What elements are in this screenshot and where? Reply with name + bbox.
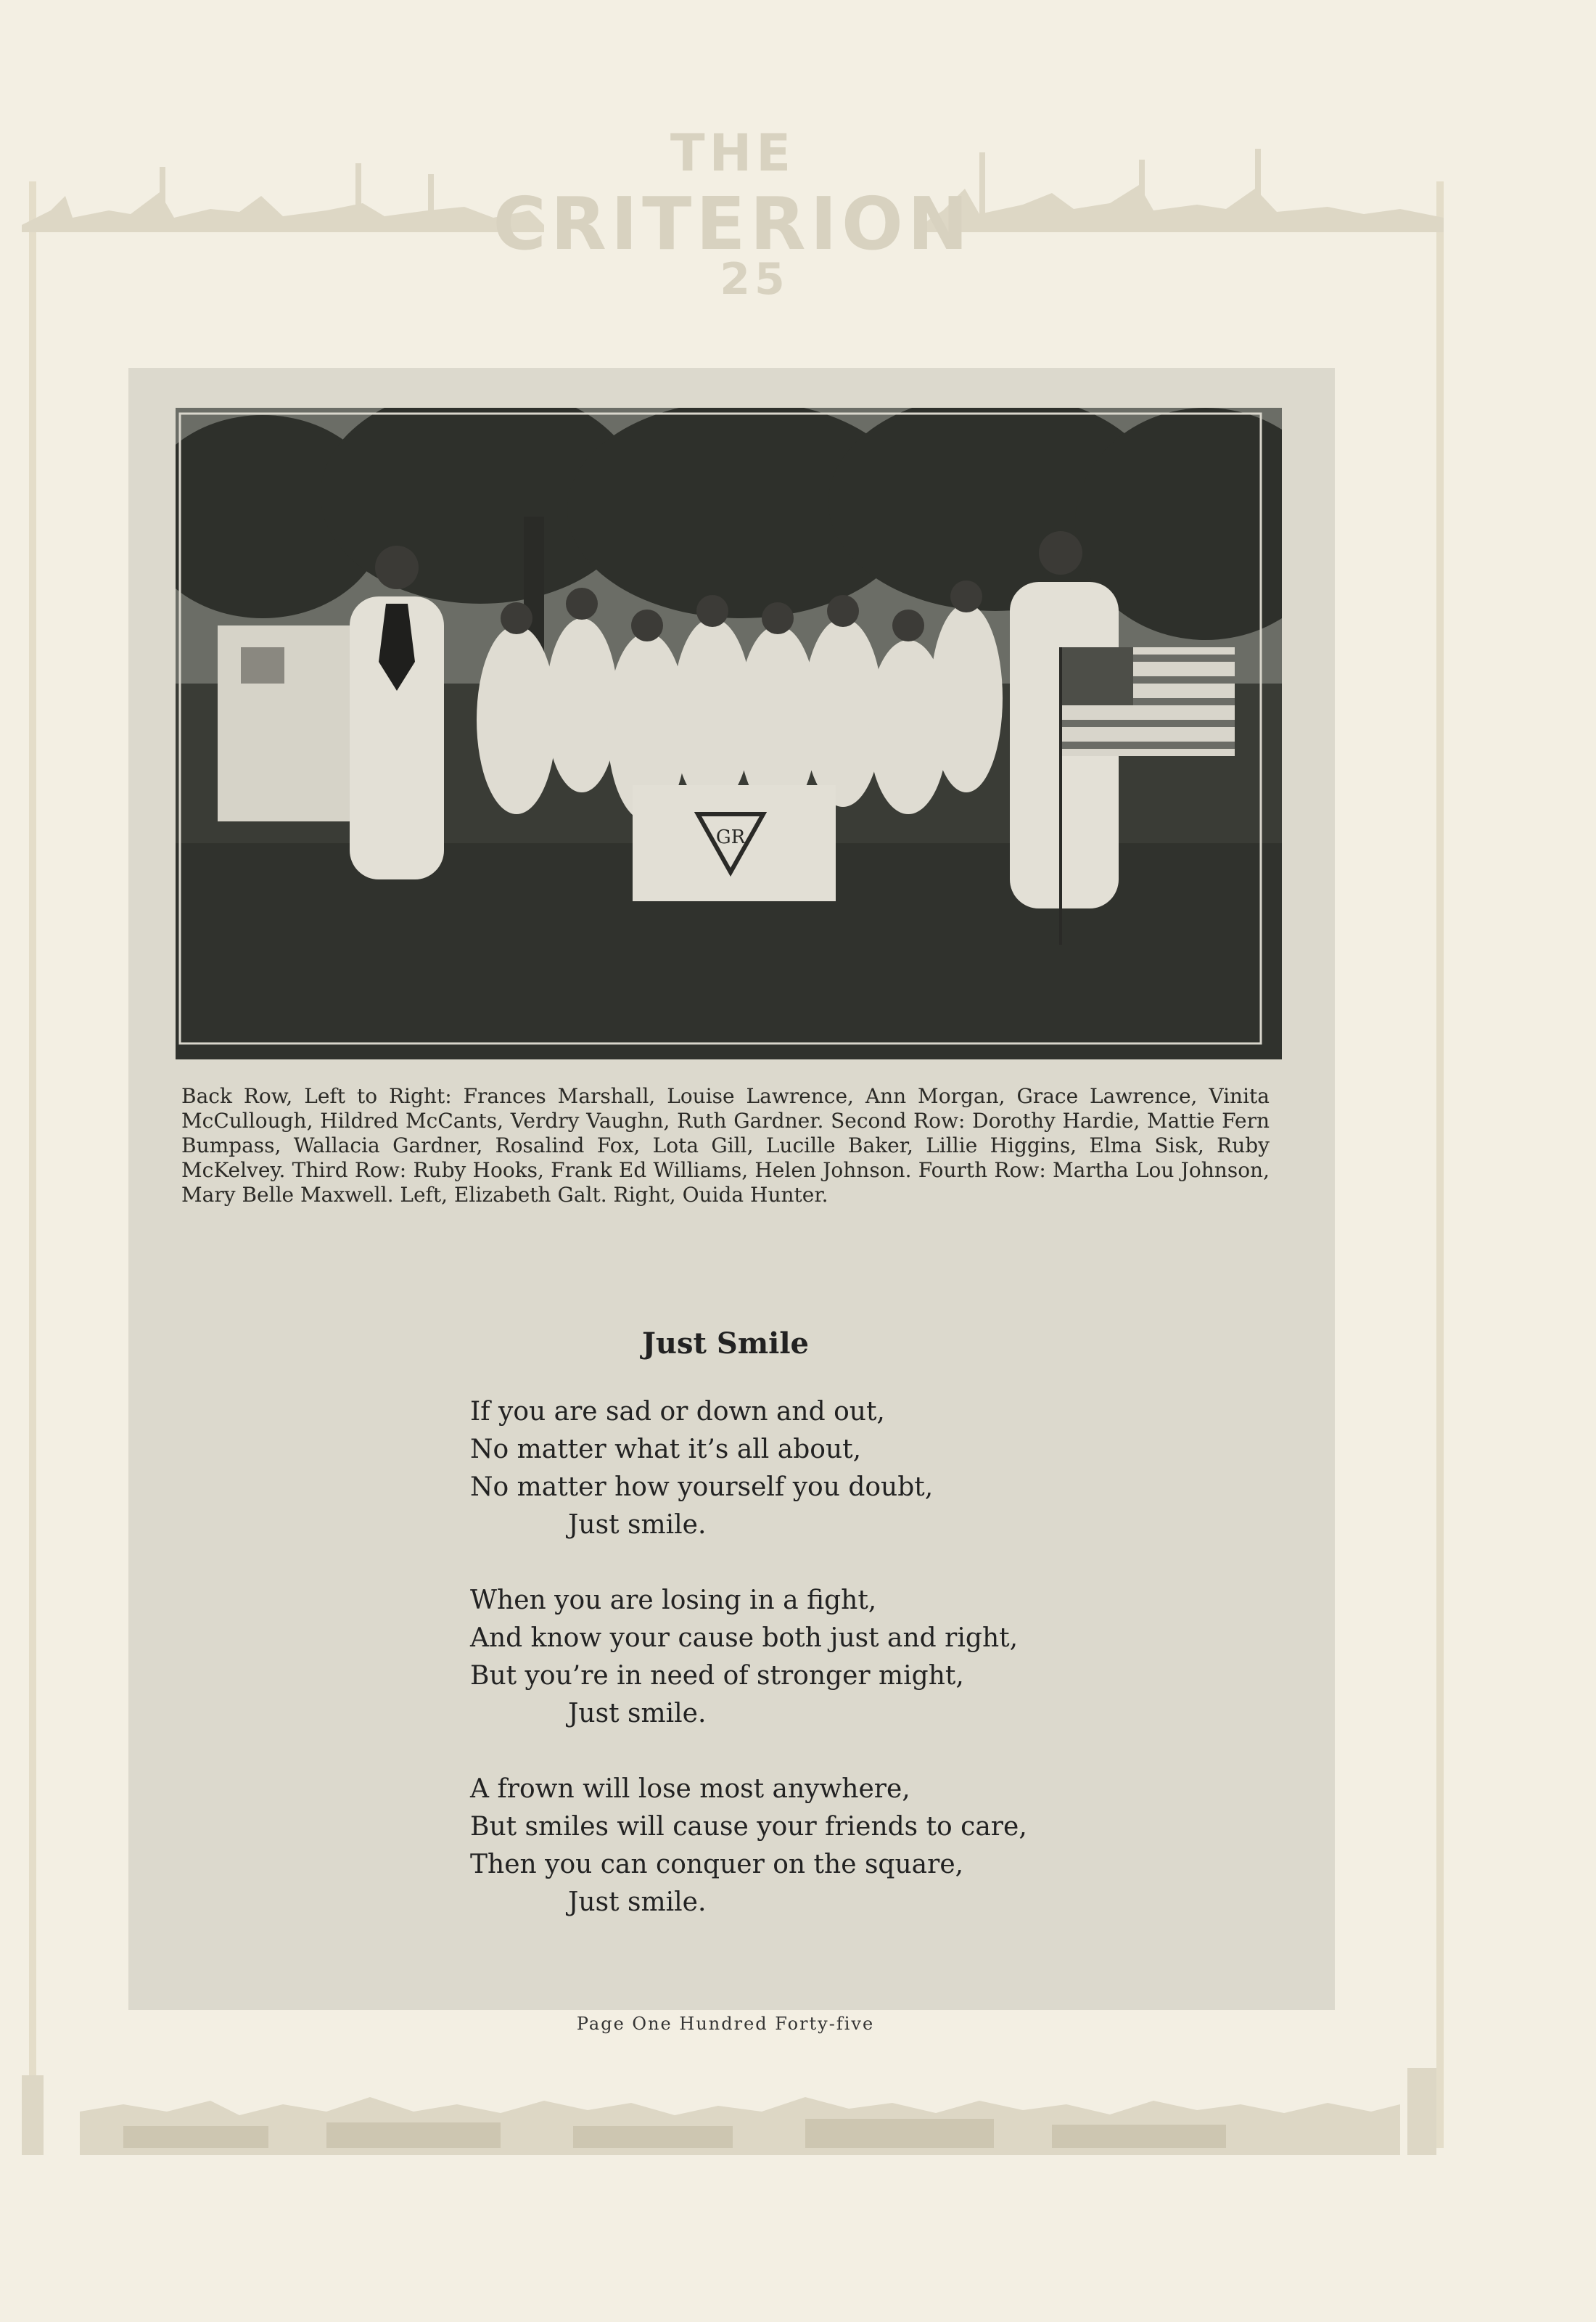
poem-line: And know your cause both just and right, <box>470 1623 1019 1653</box>
photo-caption: Back Row, Left to Right: Frances Marshall, Louise Lawrence, Ann Morgan, Grace Lawrence, Vinita McCullough, Hildred McCants, Verdry Vaughn, Ruth Gardner. Second Row: Dorothy Hardie, Mattie Fern Bumpass, Wallacia Gardner, Rosalind Fox, Lota Gill, Lucille Baker, Lillie Higgins, Elma Sisk, Ruby McKelvey. Third Row: Ruby Hooks, Frank Ed Williams, Helen Johnson. Fourth Row: Martha Lou Johnson, Mary Belle Maxwell. Left, Elizabeth Galt. Right, Ouida Hunter. <box>181 1084 1270 1207</box>
poem-line: A frown will lose most anywhere, <box>470 1774 910 1804</box>
group-photo <box>176 408 1282 1059</box>
skyline-footer-illustration <box>22 2061 1444 2170</box>
poem-line: But smiles will cause your friends to care, <box>470 1812 1027 1842</box>
poem-stanza <box>470 1582 1123 1733</box>
header-year: 25 <box>720 254 789 305</box>
page-number: Page One Hundred Forty-five <box>576 2014 875 2034</box>
poem-line: But you’re in need of stronger might, <box>470 1661 964 1691</box>
poem-refrain: Just smile. <box>568 1887 707 1917</box>
poem-line: When you are losing in a fight, <box>470 1585 877 1615</box>
page-footer <box>22 2061 1444 2173</box>
poem-line: No matter what it’s all about, <box>470 1435 862 1464</box>
poem-stanza <box>470 1771 1123 1921</box>
poem-line: If you are sad or down and out, <box>470 1397 885 1427</box>
poem <box>470 1393 1123 1959</box>
poem-title: Just Smile <box>642 1326 809 1361</box>
header-title: CRITERION <box>493 181 973 266</box>
header-the: THE <box>670 123 796 183</box>
poem-line: No matter how yourself you doubt, <box>470 1472 934 1502</box>
poem-stanza <box>470 1393 1123 1544</box>
poem-refrain: Just smile. <box>568 1510 707 1540</box>
center-banner-text: GR <box>715 826 746 848</box>
page-header <box>22 123 1444 312</box>
poem-line: Then you can conquer on the square, <box>470 1850 964 1879</box>
poem-refrain: Just smile. <box>568 1699 707 1728</box>
group-photo-illustration <box>176 408 1282 1059</box>
